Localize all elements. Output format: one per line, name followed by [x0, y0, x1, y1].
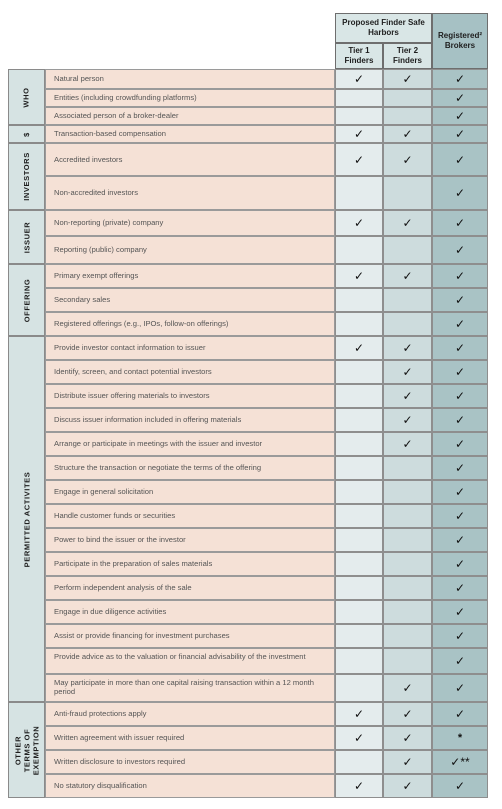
row-label: Discuss issuer information included in offering materials	[45, 408, 335, 432]
tier2-mark: ✓	[383, 336, 432, 360]
row-label: Assist or provide financing for investment purchases	[45, 624, 335, 648]
brokers-mark: ✓	[432, 69, 488, 89]
brokers-mark: ✓	[432, 89, 488, 107]
tier1-cell	[335, 432, 383, 456]
tier1-cell	[335, 107, 383, 125]
tier2-cell	[383, 576, 432, 600]
row-label: Associated person of a broker-dealer	[45, 107, 335, 125]
category-label: WHO	[21, 86, 31, 108]
brokers-mark: ✓	[432, 600, 488, 624]
row-label: Handle customer funds or securities	[45, 504, 335, 528]
row-label: Structure the transaction or negotiate the terms of the offering	[45, 456, 335, 480]
tier1-mark: ✓	[335, 210, 383, 236]
brokers-mark: ✓	[432, 312, 488, 336]
category-other-terms	[8, 702, 45, 798]
tier2-mark: ✓	[383, 210, 432, 236]
brokers-mark: ✓	[432, 384, 488, 408]
tier2-cell	[383, 504, 432, 528]
header-tier2: Tier 2 Finders	[383, 43, 432, 69]
tier1-cell	[335, 236, 383, 264]
row-label: Written disclosure to investors required	[45, 750, 335, 774]
tier1-cell	[335, 312, 383, 336]
tier1-cell	[335, 288, 383, 312]
brokers-mark: ✓	[432, 125, 488, 143]
row-label: Primary exempt offerings	[45, 264, 335, 288]
row-label: Reporting (public) company	[45, 236, 335, 264]
category-label: OFFERING	[22, 278, 31, 322]
tier2-cell	[383, 312, 432, 336]
row-label: Participate in the preparation of sales materials	[45, 552, 335, 576]
tier2-mark: ✓	[383, 674, 432, 702]
tier1-cell	[335, 176, 383, 210]
tier1-cell	[335, 408, 383, 432]
tier2-cell	[383, 107, 432, 125]
category-label: PERMITTED ACTIVITES	[22, 471, 31, 567]
tier2-cell	[383, 176, 432, 210]
row-label: Non-reporting (private) company	[45, 210, 335, 236]
category-investors	[8, 143, 45, 210]
tier1-cell	[335, 528, 383, 552]
brokers-mark: ✓	[432, 210, 488, 236]
brokers-mark: ✓	[432, 143, 488, 176]
row-label: No statutory disqualification	[45, 774, 335, 798]
tier2-mark: ✓	[383, 143, 432, 176]
tier2-cell	[383, 648, 432, 674]
row-label: Registered offerings (e.g., IPOs, follow-on offerings)	[45, 312, 335, 336]
tier2-mark: ✓	[383, 750, 432, 774]
tier1-cell	[335, 360, 383, 384]
brokers-mark: ✓	[432, 432, 488, 456]
brokers-mark: ✓	[432, 576, 488, 600]
category-who	[8, 69, 45, 125]
tier1-cell	[335, 576, 383, 600]
brokers-mark: ✓	[432, 408, 488, 432]
brokers-mark: ✓	[432, 528, 488, 552]
tier1-mark: ✓	[335, 774, 383, 798]
tier1-cell	[335, 750, 383, 774]
tier1-cell	[335, 504, 383, 528]
brokers-mark: ✓	[432, 360, 488, 384]
brokers-mark: ✓	[432, 288, 488, 312]
row-label: Entities (including crowdfunding platforms)	[45, 89, 335, 107]
tier2-cell	[383, 456, 432, 480]
brokers-mark: ✓	[432, 236, 488, 264]
tier1-cell	[335, 674, 383, 702]
tier1-mark: ✓	[335, 125, 383, 143]
tier1-mark: ✓	[335, 69, 383, 89]
brokers-mark: ✓	[432, 336, 488, 360]
brokers-mark: ✓	[432, 176, 488, 210]
row-label: Accredited investors	[45, 143, 335, 176]
brokers-mark: *	[432, 726, 488, 750]
row-label: Written agreement with issuer required	[45, 726, 335, 750]
tier1-mark: ✓	[335, 264, 383, 288]
tier1-mark: ✓	[335, 726, 383, 750]
row-label: Power to bind the issuer or the investor	[45, 528, 335, 552]
category-compensation	[8, 125, 45, 143]
tier1-cell	[335, 552, 383, 576]
brokers-mark: ✓	[432, 674, 488, 702]
header-brokers: Registered² Brokers	[432, 13, 488, 69]
row-label: Anti-fraud protections apply	[45, 702, 335, 726]
category-permitted-activities	[8, 336, 45, 702]
brokers-mark: ✓	[432, 648, 488, 674]
tier2-mark: ✓	[383, 69, 432, 89]
brokers-mark: ✓	[432, 264, 488, 288]
tier2-mark: ✓	[383, 360, 432, 384]
row-label: Transaction-based compensation	[45, 125, 335, 143]
tier1-mark: ✓	[335, 143, 383, 176]
tier2-mark: ✓	[383, 384, 432, 408]
brokers-mark: ✓	[432, 504, 488, 528]
tier1-cell	[335, 89, 383, 107]
row-label: Non-accredited investors	[45, 176, 335, 210]
tier2-cell	[383, 288, 432, 312]
brokers-mark: ✓	[432, 552, 488, 576]
header-tier1: Tier 1 Finders	[335, 43, 383, 69]
category-label: INVESTORS	[22, 152, 32, 201]
row-label: Engage in due diligence activities	[45, 600, 335, 624]
tier2-cell	[383, 600, 432, 624]
row-label: Provide advice as to the valuation or financial advisability of the investment	[45, 648, 335, 674]
brokers-mark: ✓	[432, 107, 488, 125]
tier2-mark: ✓	[383, 726, 432, 750]
tier2-cell	[383, 480, 432, 504]
tier1-cell	[335, 648, 383, 674]
brokers-mark: ✓	[432, 480, 488, 504]
tier1-cell	[335, 624, 383, 648]
tier1-cell	[335, 384, 383, 408]
category-label: $	[22, 131, 31, 137]
brokers-mark: ✓	[432, 702, 488, 726]
row-label: Engage in general solicitation	[45, 480, 335, 504]
tier2-mark: ✓	[383, 125, 432, 143]
tier1-cell	[335, 600, 383, 624]
row-label: Identify, screen, and contact potential investors	[45, 360, 335, 384]
tier2-cell	[383, 89, 432, 107]
category-offering	[8, 264, 45, 336]
category-label: OTHER TERMS OF EXEMPTION	[13, 725, 41, 775]
row-label: May participate in more than one capital raising transaction within a 12 month period	[45, 674, 335, 702]
row-label: Arrange or participate in meetings with the issuer and investor	[45, 432, 335, 456]
brokers-mark: ✓**	[432, 750, 488, 774]
tier1-cell	[335, 480, 383, 504]
tier2-mark: ✓	[383, 774, 432, 798]
row-label: Natural person	[45, 69, 335, 89]
category-issuer	[8, 210, 45, 264]
row-label: Distribute issuer offering materials to investors	[45, 384, 335, 408]
tier2-cell	[383, 552, 432, 576]
tier2-cell	[383, 236, 432, 264]
tier2-mark: ✓	[383, 702, 432, 726]
tier2-mark: ✓	[383, 432, 432, 456]
row-label: Provide investor contact information to issuer	[45, 336, 335, 360]
tier2-cell	[383, 528, 432, 552]
category-label: ISSUER	[22, 221, 31, 253]
tier1-mark: ✓	[335, 702, 383, 726]
tier2-mark: ✓	[383, 408, 432, 432]
row-label: Secondary sales	[45, 288, 335, 312]
tier1-cell	[335, 456, 383, 480]
header-group-title: Proposed Finder Safe Harbors	[335, 13, 432, 43]
brokers-mark: ✓	[432, 774, 488, 798]
brokers-mark: ✓	[432, 456, 488, 480]
tier2-mark: ✓	[383, 264, 432, 288]
brokers-mark: ✓	[432, 624, 488, 648]
tier2-cell	[383, 624, 432, 648]
tier1-mark: ✓	[335, 336, 383, 360]
row-label: Perform independent analysis of the sale	[45, 576, 335, 600]
